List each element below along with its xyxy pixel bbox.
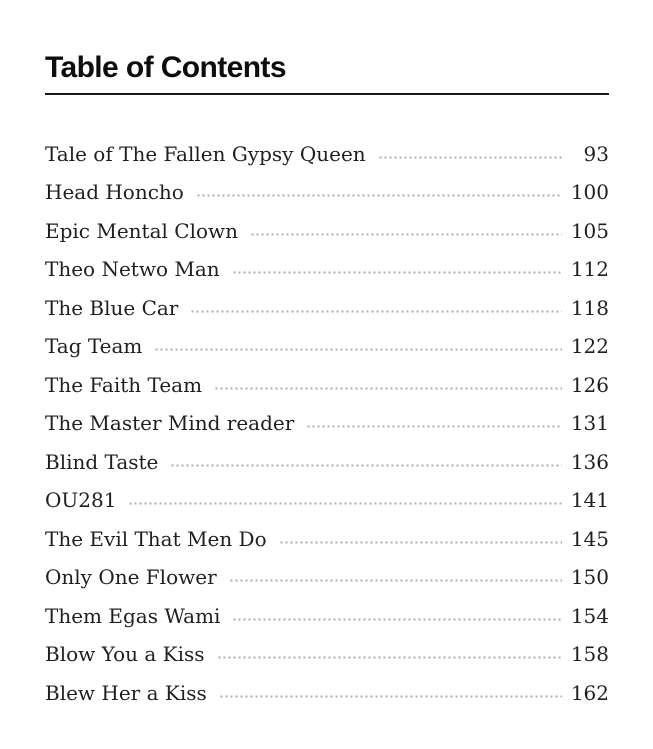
toc-entry-title: Tale of The Fallen Gypsy Queen bbox=[45, 141, 366, 166]
toc-entry[interactable] bbox=[45, 551, 609, 590]
dot-leader bbox=[214, 387, 562, 390]
dot-leader bbox=[190, 310, 561, 313]
toc-entry[interactable] bbox=[45, 127, 609, 166]
toc-entry[interactable] bbox=[45, 358, 609, 397]
dot-leader bbox=[128, 502, 561, 505]
toc-entry-title: The Evil That Men Do bbox=[45, 526, 267, 551]
toc-entry-page: 105 bbox=[570, 218, 609, 243]
toc-entry-page: 118 bbox=[570, 295, 609, 320]
toc-entry-page: 93 bbox=[583, 141, 609, 166]
toc-entry-title: Epic Mental Clown bbox=[45, 218, 239, 243]
toc-entry-title: Them Egas Wami bbox=[45, 603, 221, 628]
dot-leader bbox=[279, 541, 562, 544]
toc-entry-page: 126 bbox=[570, 372, 609, 397]
page-title: Table of Contents bbox=[45, 51, 286, 84]
toc-entry[interactable] bbox=[45, 512, 609, 551]
dot-leader bbox=[250, 233, 562, 236]
toc-entry-page: 145 bbox=[570, 526, 609, 551]
toc-entry-page: 122 bbox=[570, 334, 609, 358]
page-header bbox=[45, 53, 609, 95]
dot-leader bbox=[232, 618, 561, 621]
toc-entry[interactable] bbox=[45, 435, 609, 474]
toc-list bbox=[45, 127, 609, 705]
dot-leader bbox=[306, 425, 562, 428]
toc-entry-page: 154 bbox=[570, 603, 609, 628]
dot-leader bbox=[219, 695, 562, 698]
toc-entry-title: The Blue Car bbox=[45, 295, 179, 320]
toc-entry-page: 158 bbox=[570, 642, 609, 666]
toc-entry-title: Head Honcho bbox=[45, 180, 184, 204]
toc-entry-page: 100 bbox=[570, 180, 609, 204]
toc-entry[interactable] bbox=[45, 166, 609, 205]
toc-entry[interactable] bbox=[45, 281, 609, 320]
dot-leader bbox=[170, 464, 561, 467]
toc-entry[interactable] bbox=[45, 204, 609, 243]
dot-leader bbox=[217, 656, 562, 659]
toc-entry[interactable] bbox=[45, 666, 609, 705]
dot-leader bbox=[154, 348, 561, 351]
dot-leader bbox=[378, 156, 564, 159]
toc-entry[interactable] bbox=[45, 397, 609, 436]
toc-entry-title: Only One Flower bbox=[45, 565, 217, 589]
toc-entry[interactable] bbox=[45, 628, 609, 667]
toc-entry-title: Blind Taste bbox=[45, 449, 159, 474]
toc-entry-title: Blow You a Kiss bbox=[45, 642, 205, 666]
toc-entry-page: 162 bbox=[570, 680, 609, 705]
dot-leader bbox=[196, 194, 562, 197]
toc-entry-page: 131 bbox=[570, 411, 609, 435]
toc-entry[interactable] bbox=[45, 243, 609, 282]
toc-entry-title: Tag Team bbox=[45, 334, 143, 358]
toc-entry-page: 150 bbox=[570, 565, 609, 589]
toc-entry[interactable] bbox=[45, 320, 609, 359]
toc-entry-title: The Faith Team bbox=[45, 372, 203, 397]
toc-entry-title: OU281 bbox=[45, 488, 117, 512]
toc-entry-title: Theo Netwo Man bbox=[45, 257, 220, 281]
toc-entry-page: 112 bbox=[570, 257, 609, 281]
toc-entry[interactable] bbox=[45, 589, 609, 628]
dot-leader bbox=[232, 271, 562, 274]
toc-entry-title: The Master Mind reader bbox=[45, 411, 295, 435]
toc-entry-title: Blew Her a Kiss bbox=[45, 680, 207, 705]
dot-leader bbox=[229, 579, 562, 582]
toc-entry-page: 136 bbox=[570, 449, 609, 474]
toc-entry-page: 141 bbox=[570, 488, 609, 512]
toc-entry[interactable] bbox=[45, 474, 609, 513]
